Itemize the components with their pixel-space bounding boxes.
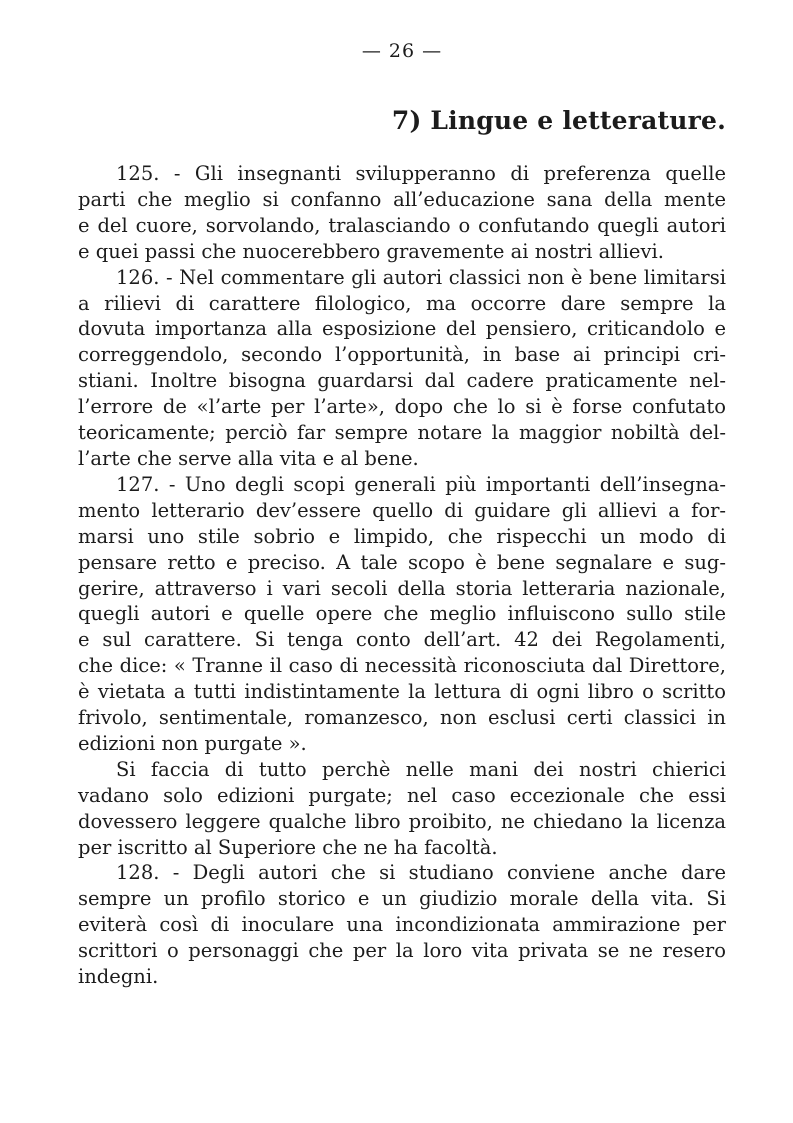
text-line: quegli autori e quelle opere che meglio influiscono sullo stile	[78, 602, 726, 626]
text-line: sempre un profilo storico e un giudizio morale della vita. Si	[78, 887, 726, 911]
text-line: e quei passi che nuocerebbero gravemente ai nostri allievi.	[78, 239, 664, 263]
section-title: 7) Lingue e letterature.	[391, 106, 726, 135]
text-line: 128. - Degli autori che si studiano conviene anche dare	[116, 861, 726, 885]
paragraph-128	[78, 860, 726, 990]
document-page	[78, 40, 726, 990]
text-line: 127. - Uno degli scopi generali più importanti dell’insegna-	[116, 472, 726, 496]
text-line: e del cuore, sorvolando, tralasciando o confutando quegli autori	[78, 213, 726, 237]
text-line: che dice: « Tranne il caso di necessità riconosciuta dal Direttore,	[78, 654, 726, 678]
paragraph-127-note	[78, 757, 726, 861]
text-line: indegni.	[78, 965, 159, 989]
text-line: correggendolo, secondo l’opportunità, in base ai principi cri-	[78, 343, 726, 367]
text-line: l’errore de «l’arte per l’arte», dopo che lo si è forse confutato	[78, 395, 726, 419]
page-number: — 26 —	[361, 40, 443, 62]
text-line: l’arte che serve alla vita e al bene.	[78, 446, 419, 470]
text-line: frivolo, sentimentale, romanzesco, non esclusi certi classici in	[78, 706, 726, 730]
text-line: e sul carattere. Si tenga conto dell’art. 42 dei Regolamenti,	[78, 628, 726, 652]
paragraph-125	[78, 161, 726, 265]
text-line: 125. - Gli insegnanti svilupperanno di preferenza quelle	[116, 162, 726, 185]
text-line: Si faccia di tutto perchè nelle mani dei nostri chierici	[116, 757, 726, 781]
text-line: stiani. Inoltre bisogna guardarsi dal cadere praticamente nel-	[78, 369, 726, 393]
text-line: scrittori o personaggi che per la loro vita privata se ne resero	[78, 939, 726, 963]
text-line: pensare retto e preciso. A tale scopo è bene segnalare e sug-	[78, 550, 726, 574]
text-line: dovuta importanza alla esposizione del pensiero, criticandolo e	[78, 317, 726, 341]
text-line: vadano solo edizioni purgate; nel caso eccezionale che essi	[78, 783, 726, 807]
paragraph-127	[78, 472, 726, 757]
text-line: a rilievi di carattere filologico, ma occorre dare sempre la	[78, 291, 726, 315]
paragraph-126	[78, 265, 726, 472]
text-line: gerire, attraverso i vari secoli della storia letteraria nazionale,	[78, 576, 726, 600]
text-line: edizioni non purgate ».	[78, 731, 307, 755]
text-line: è vietata a tutti indistintamente la lettura di ogni libro o scritto	[78, 680, 726, 704]
text-line: per iscritto al Superiore che ne ha facoltà.	[78, 835, 498, 859]
text-line: eviterà così di inoculare una incondizionata ammirazione per	[78, 913, 726, 937]
text-line: 126. - Nel commentare gli autori classici non è bene limitarsi	[116, 265, 726, 289]
text-line: dovessero leggere qualche libro proibito, ne chiedano la licenza	[78, 809, 726, 833]
text-line: parti che meglio si confanno all’educazione sana della mente	[78, 187, 726, 211]
text-line: teoricamente; perciò far sempre notare la maggior nobiltà del-	[78, 421, 726, 445]
text-line: marsi uno stile sobrio e limpido, che rispecchi un modo di	[78, 524, 726, 548]
text-line: mento letterario dev’essere quello di guidare gli allievi a for-	[78, 498, 726, 522]
